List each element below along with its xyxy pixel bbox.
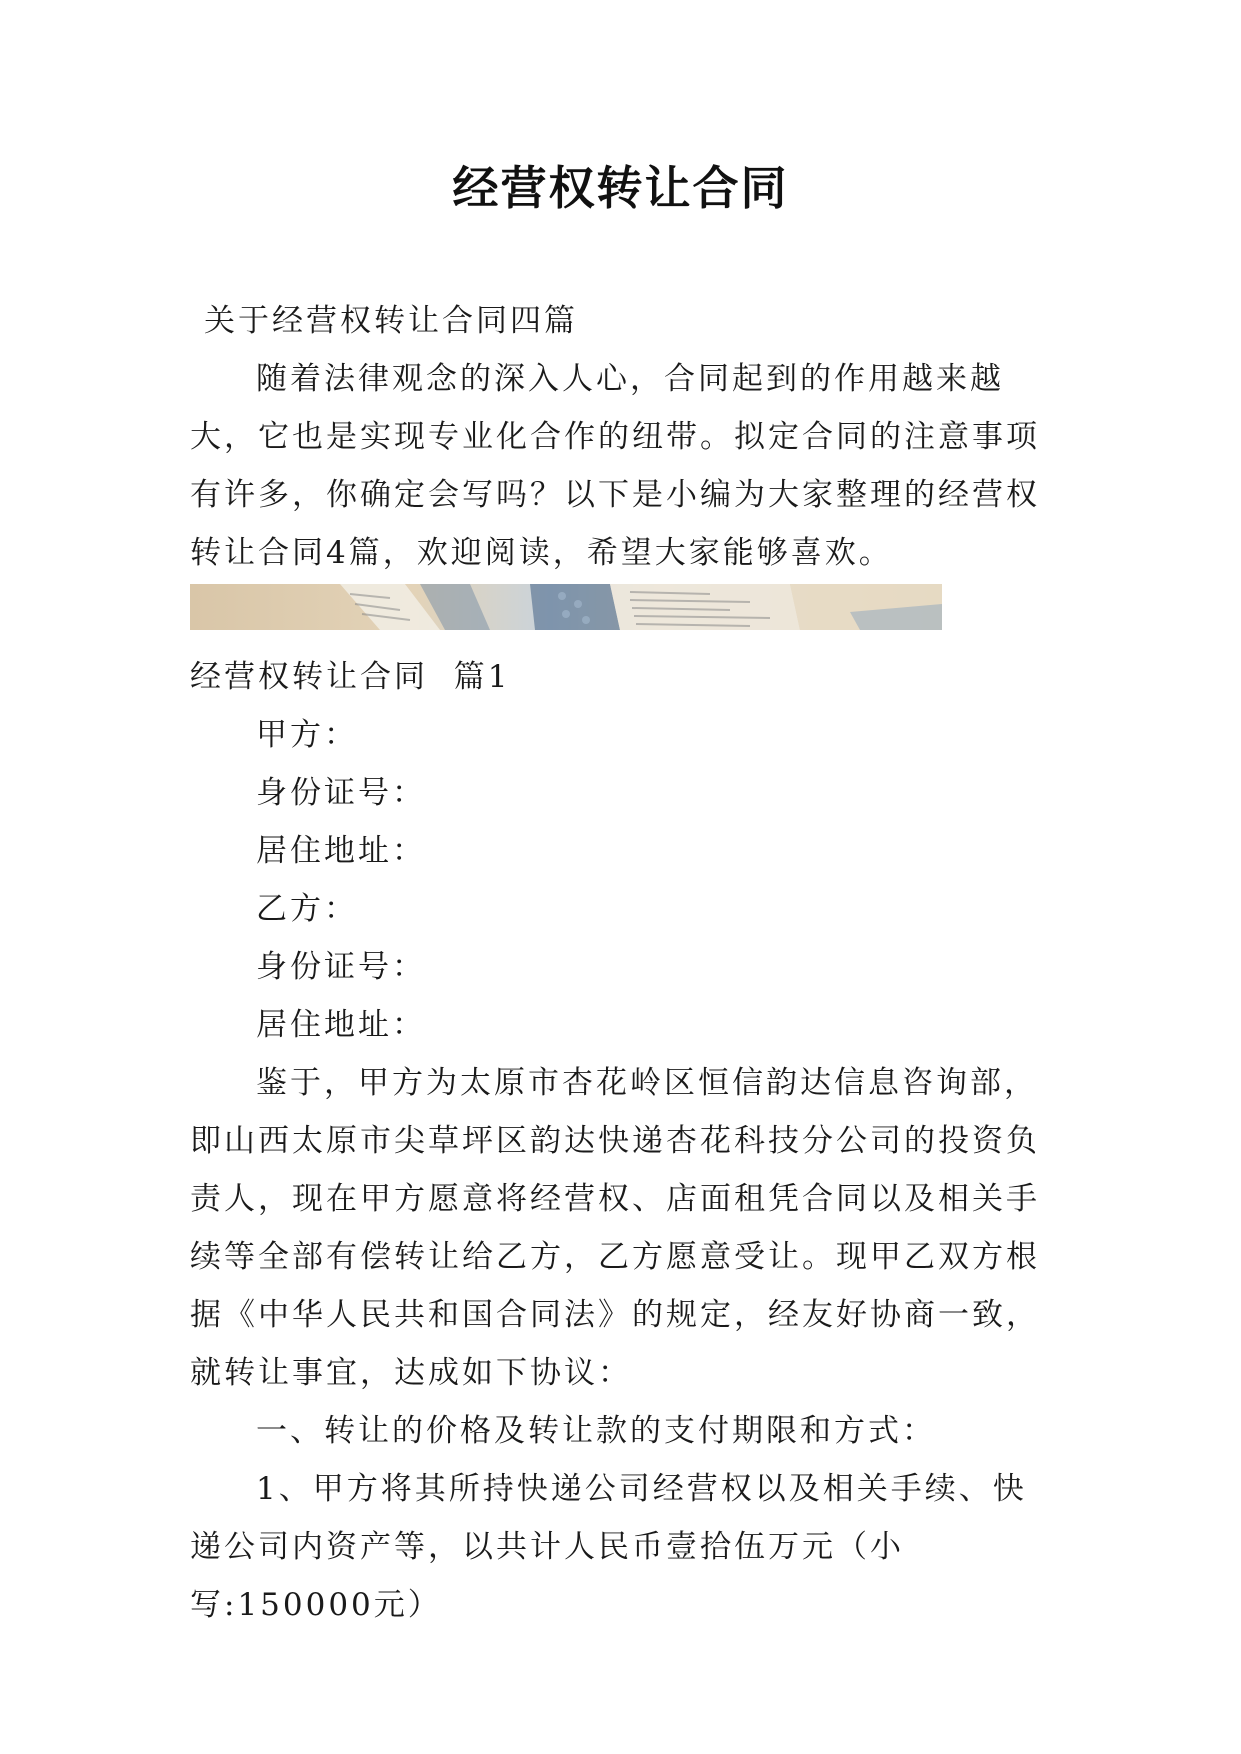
party-a-address-label: 居住地址： bbox=[256, 833, 426, 869]
decorative-banner-image bbox=[190, 584, 942, 630]
document-body bbox=[190, 292, 1060, 1634]
document-title: 经营权转让合同 bbox=[452, 161, 789, 215]
clause-1-1-paragraph: 1、甲方将其所持快递公司经营权以及相关手续、快递公司内资产等，以共计人民币壹拾伍万元（小写:150000元） bbox=[190, 1471, 1027, 1623]
party-b-address-label: 居住地址： bbox=[256, 1007, 426, 1043]
party-b-id-label: 身份证号： bbox=[256, 949, 426, 985]
whereas-paragraph: 鉴于，甲方为太原市杏花岭区恒信韵达信息咨询部，即山西太原市尖草坪区韵达快递杏花科技分公司的投资负责人，现在甲方愿意将经营权、店面租凭合同以及相关手续等全部有偿转让给乙方，乙方愿意受让。现甲乙双方根据《中华人民共和国合同法》的规定，经友好协商一致，就转让事宜，达成如下协议： bbox=[190, 1065, 1040, 1391]
clause-1-heading: 一、转让的价格及转让款的支付期限和方式： bbox=[256, 1413, 936, 1449]
party-b-label: 乙方： bbox=[256, 891, 358, 927]
intro-paragraph: 随着法律观念的深入人心，合同起到的作用越来越大，它也是实现专业化合作的纽带。拟定合同的注意事项有许多，你确定会写吗？以下是小编为大家整理的经营权转让合同4篇，欢迎阅读，希望大家能够喜欢。 bbox=[190, 361, 1040, 571]
party-a-id-label: 身份证号： bbox=[256, 775, 426, 811]
banner-illustration bbox=[190, 584, 942, 630]
section-heading: 经营权转让合同 篇1 bbox=[190, 659, 511, 695]
party-a-label: 甲方： bbox=[256, 717, 358, 753]
document-subtitle: 关于经营权转让合同四篇 bbox=[204, 303, 578, 339]
